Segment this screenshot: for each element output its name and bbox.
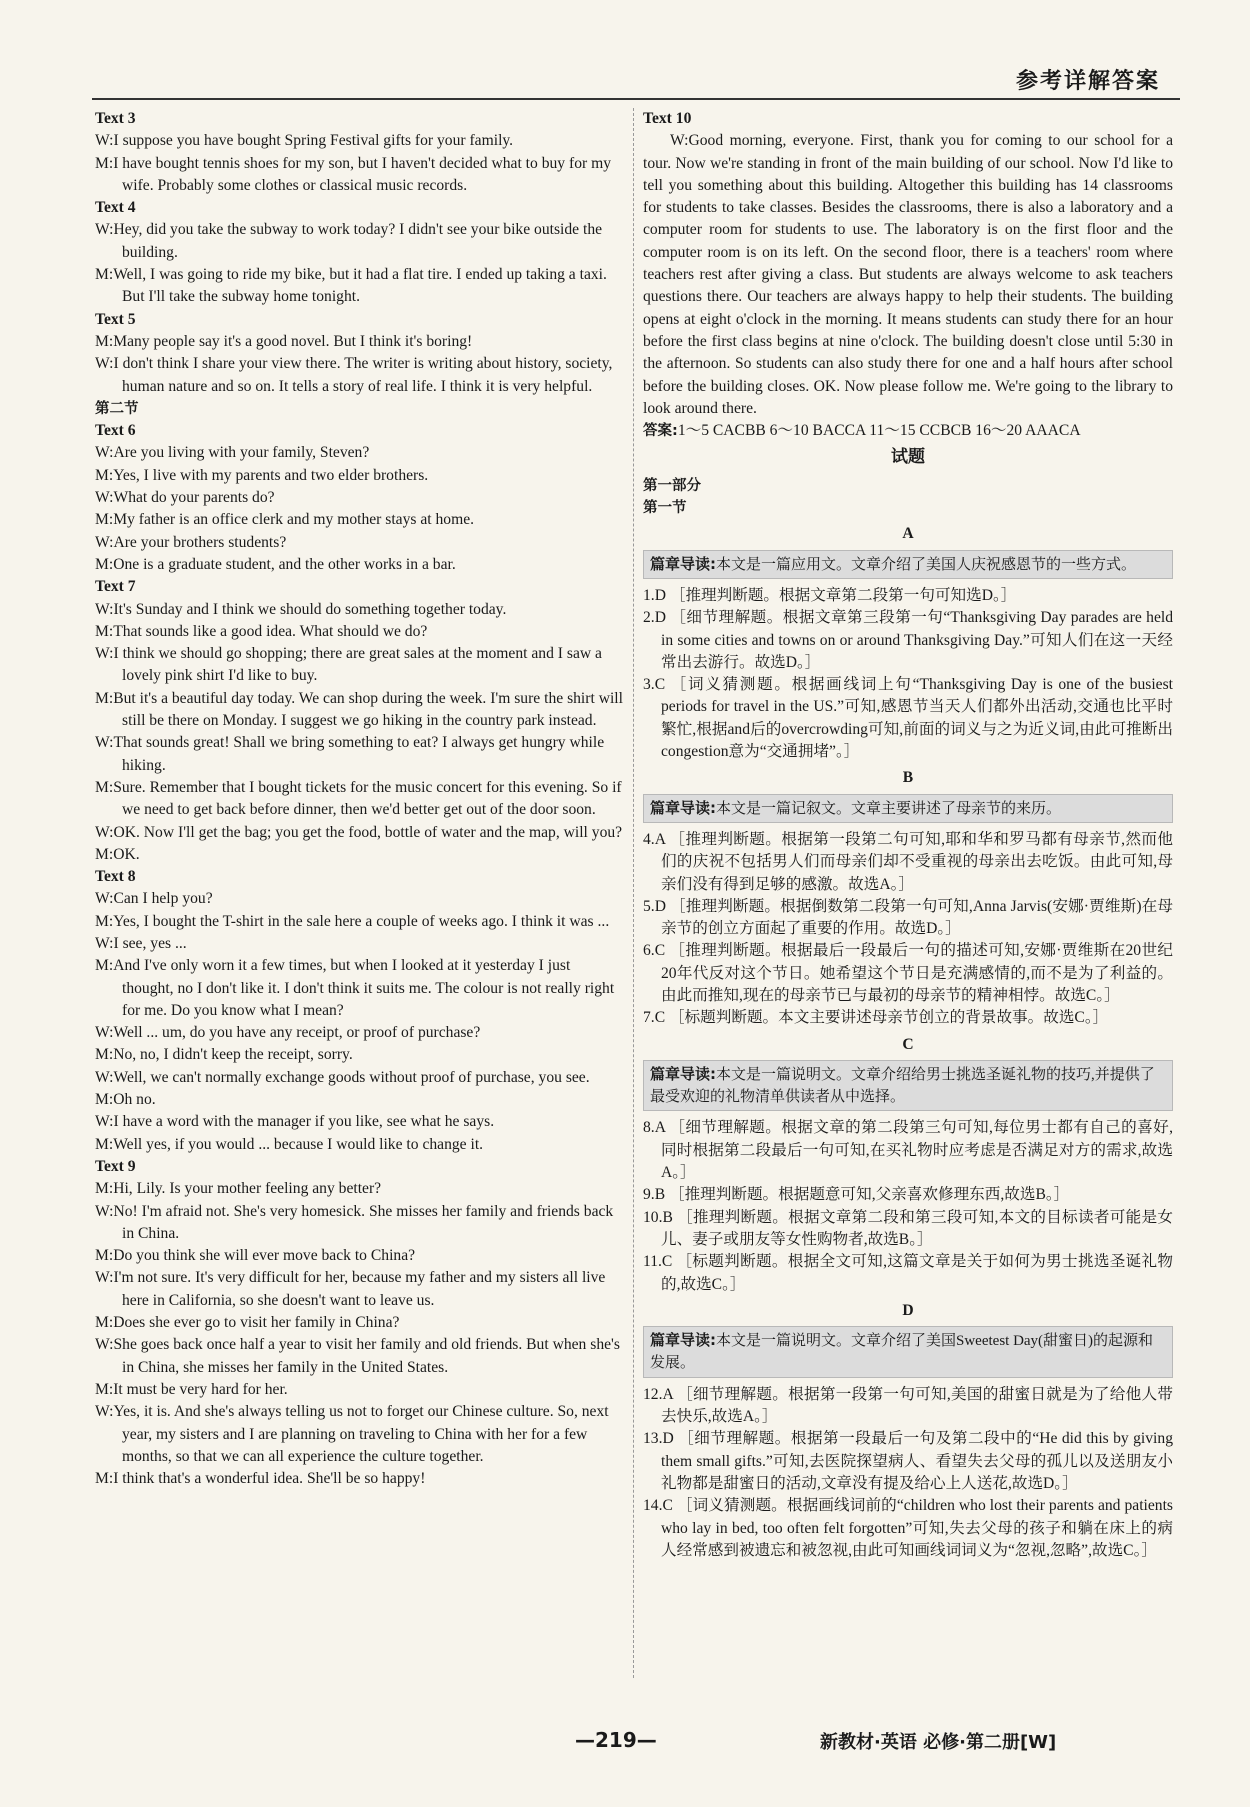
dialogue-line: M:Well yes, if you would ... because I would like to change it. [95,1135,484,1153]
text-heading: Text 4 [95,199,136,217]
dialogue-line: M:Many people say it's a good novel. But I think it's boring! [95,332,473,350]
passage-guide [643,550,1173,579]
guide-label: 篇章导读: [650,1064,716,1083]
answer-explanation: 7.C ［标题判断题。本文主要讲述母亲节创立的背景故事。故选C。］ [643,1009,1109,1027]
dialogue-line: W:It's Sunday and I think we should do something together today. [95,600,507,618]
dialogue-line: M:But it's a beautiful day today. We can shop during the week. I'm sure the shirt will still be there on Monday. I suggest we go hiking in the country park instead. [95,689,623,730]
section-label: 第二节 [95,400,139,417]
dialogue-line: M:It must be very hard for her. [95,1380,288,1398]
monologue-paragraph: W:Good morning, everyone. First, thank you for coming to our school for a tour. Now we're standing in front of the main building of our school. Now I'd like to tell you something about this building. Altogether this building has 14 classrooms for students to take classes. Besides the classrooms, there is also a laboratory and a computer room for students to use. The laboratory is on the first floor and the computer room is on its left. On the second floor, there is a teachers' room where teachers rest after giving a class. But students are always welcome to ask teachers questions there. Our teachers are always happy to help their students. The building opens at eight o'clock in the morning. It means students can study there for an hour before the first class begins at nine o'clock. The building doesn't close until 5:30 in the afternoon. So students can also study there for one and a half hours after school before the building closes. OK. Now please follow me. We're going to the library to look around there. [643,132,1173,417]
text-heading: Text 9 [95,1157,136,1175]
answer-explanation: 14.C ［词义猜测题。根据画线词前的“children who lost their parents and patients who lay in bed, too often felt forgotten”可知,失去父母的孩子和躺在床上的病人经常感到被遗忘和被忽视,由此可知画线词词义为“忽视,忽略”,故选C。］ [643,1497,1173,1559]
answer-explanation: 3.C ［词义猜测题。根据画线词上句“Thanksgiving Day is one of the busiest periods for travel in the US.”可知,感恩节当天人们都外出活动,交通也比平时繁忙,根据and后的overcrowding可知,前面的词义与之为近义词,由此可推断出congestion意为“交通拥堵”。］ [643,676,1173,761]
answer-explanation: 4.A ［推理判断题。根据第一段第二句可知,耶和华和罗马都有母亲节,然而他们的庆祝不包括男人们而母亲们却不受重视的母亲出去吃饭。由此可知,母亲们没有得到足够的感激。故选A。］ [643,830,1173,893]
dialogue-line: W:What do your parents do? [95,489,275,507]
text-heading: Text 6 [95,422,136,440]
passage-letter: A [902,525,914,543]
dialogue-line: M:Well, I was going to ride my bike, but it had a flat tire. I ended up taking a taxi. But I'll take the subway home tonight. [95,266,607,306]
dialogue-line: W:I'm not sure. It's very difficult for her, because my father and my sisters all live here in California, so she doesn't want to leave us. [95,1269,606,1309]
dialogue-line: W:Well, we can't normally exchange goods without proof of purchase, you see. [95,1068,590,1086]
right-column [643,108,1173,1562]
text-heading: Text 3 [95,110,136,127]
dialogue-line: W:Yes, it is. And she's always telling us not to forget our Chinese culture. So, next year, my sisters and I are planning on traveling to China with her for a few months, so that we can all experience the culture together. [95,1403,609,1465]
part-label: 第一部分 [643,477,701,494]
passage-letter: D [902,1301,914,1319]
answer-explanation: 9.B ［推理判断题。根据题意可知,父亲喜欢修理东西,故选B。］ [643,1186,1070,1204]
dialogue-line: M:No, no, I didn't keep the receipt, sorry. [95,1046,353,1064]
dialogue-line: M:Do you think she will ever move back to China? [95,1247,416,1265]
dialogue-line: M:Yes, I bought the T-shirt in the sale here a couple of weeks ago. I think it was ... [95,912,610,930]
answer-explanation: 2.D ［细节理解题。根据文章第三段第一句“Thanksgiving Day parades are held in some cities and towns on or around Thanksgiving Day.”可知人们在这一天经常出去游行。故选D。］ [643,609,1173,671]
dialogue-line: W:I have a word with the manager if you like, see what he says. [95,1113,495,1131]
exam-title: 试题 [891,447,925,468]
dialogue-line: M:Hi, Lily. Is your mother feeling any better? [95,1180,382,1198]
dialogue-line: W:I see, yes ... [95,934,187,952]
dialogue-line: M:Oh no. [95,1091,156,1109]
text-heading: Text 5 [95,310,136,328]
dialogue-line: M:I have bought tennis shoes for my son, but I haven't decided what to buy for my wife. Probably some clothes or classical music records. [95,154,612,194]
text-heading: Text 7 [95,578,136,596]
dialogue-line: W:She goes back once half a year to visit her family and old friends. But when she's in China, she misses her family in the United States. [95,1336,620,1376]
answer-explanation: 10.B ［推理判断题。根据文章第二段和第三段可知,本文的目标读者可能是女儿、妻子或朋友等女性购物者,故选B。］ [643,1208,1173,1248]
passage-guide [643,794,1173,823]
column-divider [633,108,634,1678]
dialogue-line: W:Can I help you? [95,890,213,908]
guide-text: 本文是一篇说明文。文章介绍给男士挑选圣诞礼物的技巧,并提供了最受欢迎的礼物清单供读者从中选择。 [650,1066,1155,1106]
answer-explanation: 8.A ［细节理解题。根据文章的第二段第三句可知,每位男士都有自己的喜好,同时根据第二段最后一句可知,在买礼物时应考虑是否满足对方的需求,故选A。］ [643,1119,1173,1182]
dialogue-line: W:OK. Now I'll get the bag; you get the food, bottle of water and the map, will you? [95,823,623,841]
answer-explanation: 6.C ［推理判断题。根据最后一段最后一句的描述可知,安娜·贾维斯在20世纪20年代反对这个节日。她希望这个节日是充满感情的,而不是为了利益的。由此而推知,现在的母亲节已与最初的母亲节的精神相悖。故选C。］ [643,942,1173,1004]
passage-letter: B [902,769,914,787]
dialogue-line: M:OK. [95,845,140,863]
passage-letter: C [902,1035,914,1053]
dialogue-line: M:That sounds like a good idea. What should we do? [95,622,428,640]
guide-text: 本文是一篇说明文。文章介绍了美国Sweetest Day(甜蜜日)的起源和发展。 [650,1333,1154,1372]
answer-explanation: 13.D ［细节理解题。根据第一段最后一句及第二段中的“He did this by giving them small gifts.”可知,去医院探望病人、看望失去父母的孤儿以及送朋友小礼物都是甜蜜日的活动,文章没有提及给心上人送花,故选D。］ [643,1430,1173,1492]
dialogue-line: W:I don't think I share your view there. The writer is writing about history, society, human nature and so on. It tells a story of real life. I think it is very helpful. [95,355,613,395]
dialogue-line: M:Yes, I live with my parents and two elder brothers. [95,466,429,484]
answer-explanation: 12.A ［细节理解题。根据第一段第一句可知,美国的甜蜜日就是为了给他人带去快乐,故选A。］ [643,1385,1173,1426]
answer-key-text: 1～5 CACBB 6～10 BACCA 11～15 CCBCB 16～20 AAACA [677,422,1081,440]
text-heading: Text 10 [643,110,692,127]
dialogue-line: M:Does she ever go to visit her family in China? [95,1314,400,1332]
guide-label: 篇章导读: [650,1331,716,1350]
dialogue-line: W:I suppose you have bought Spring Festival gifts for your family. [95,132,514,150]
header-rule [92,98,1180,100]
dialogue-line: M:And I've only worn it a few times, but when I looked at it yesterday I just thought, no I don't like it. I don't think it suits me. The colour is not really right for me. Do you know what I mean? [95,957,615,1019]
answer-key-label: 答案: [643,423,678,440]
page-number: —219— [575,1728,657,1752]
dialogue-line: W:That sounds great! Shall we bring something to eat? I always get hungry while hiking. [95,734,605,774]
text-heading: Text 8 [95,868,136,886]
dialogue-line: M:My father is an office clerk and my mother stays at home. [95,511,475,529]
page-header-title: 参考详解答案 [1015,69,1160,94]
answer-key-line [643,420,1173,442]
answer-explanation: 5.D ［推理判断题。根据倒数第二段第一句可知,Anna Jarvis(安娜·贾维斯)在母亲节的创立方面起了重要的作用。故选D。］ [643,897,1173,938]
dialogue-line: W:Well ... um, do you have any receipt, or proof of purchase? [95,1024,481,1042]
dialogue-line: M:One is a graduate student, and the other works in a bar. [95,555,456,573]
dialogue-line: M:I think that's a wonderful idea. She'll be so happy! [95,1470,426,1488]
dialogue-line: W:Are you living with your family, Steven? [95,444,370,462]
guide-label: 篇章导读: [650,798,716,817]
answer-explanation: 1.D ［推理判断题。根据文章第二段第一句可知选D。］ [643,586,1017,604]
guide-text: 本文是一篇记叙文。文章主要讲述了母亲节的来历。 [716,800,1062,817]
passage-guide [643,1060,1173,1112]
guide-label: 篇章导读: [650,554,716,573]
guide-text: 本文是一篇应用文。文章介绍了美国人庆祝感恩节的一些方式。 [716,556,1137,573]
dialogue-line: W:No! I'm afraid not. She's very homesick. She misses her family and friends back in China. [95,1202,614,1242]
passage-guide [643,1326,1173,1378]
dialogue-line: W:Are your brothers students? [95,533,287,551]
section-label: 第一节 [643,500,687,517]
answer-explanation: 11.C ［标题判断题。根据全文可知,这篇文章是关于如何为男士挑选圣诞礼物的,故选C。］ [643,1253,1173,1293]
dialogue-line: M:Sure. Remember that I bought tickets for the music concert for this evening. So if we need to get back before dinner, then we'd better get out of the door soon. [95,778,622,819]
dialogue-line: W:Hey, did you take the subway to work today? I didn't see your bike outside the building. [95,221,603,261]
left-column [95,108,625,1490]
dialogue-line: W:I think we should go shopping; there are great sales at the moment and I saw a lovely pink shirt I'd like to buy. [95,645,602,685]
book-title: 新教材·英语 必修·第二册[W] [820,1732,1057,1753]
